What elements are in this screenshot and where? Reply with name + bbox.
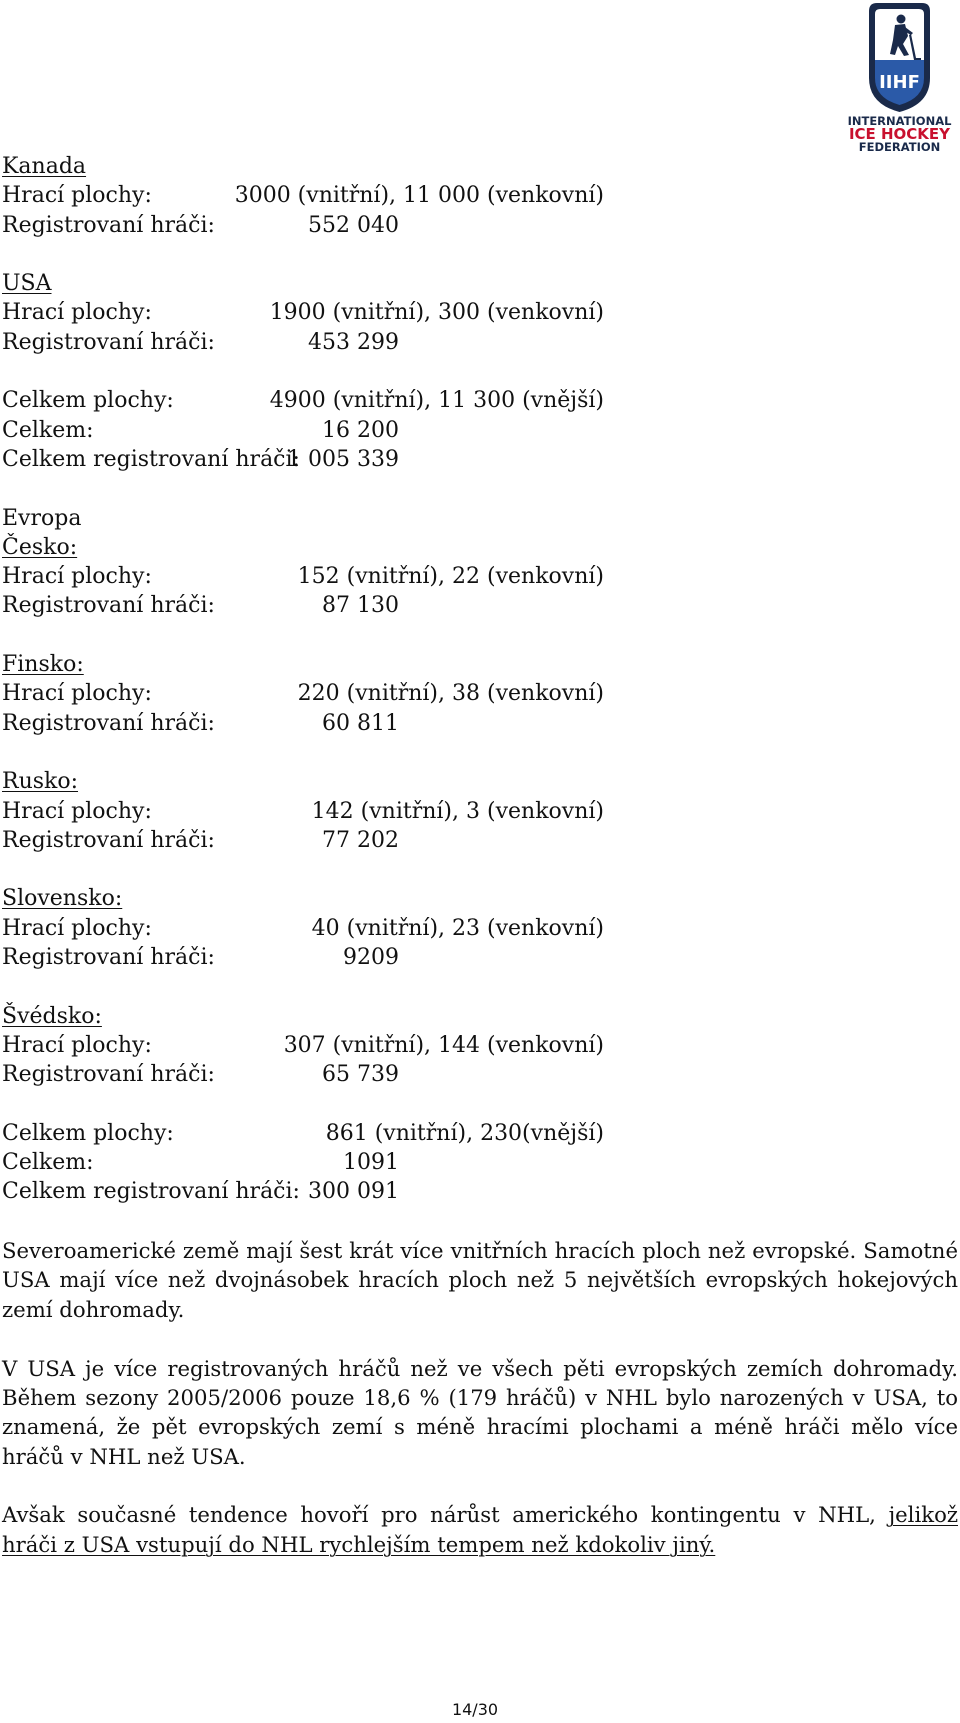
players-label: Registrovaní hráči: — [2, 593, 215, 619]
iihf-shield-icon — [843, 0, 956, 116]
country-name: Finsko: — [2, 652, 84, 678]
rinks-label: Hrací plochy: — [2, 564, 152, 590]
total-rinks-value: 4900 (vnitřní), 11 300 (vnější) — [269, 388, 604, 414]
country-heading-rusko — [2, 767, 960, 796]
logo-line-3: FEDERATION — [858, 140, 941, 154]
country-heading-kanada — [2, 152, 960, 181]
rinks-value: 40 (vnitřní), 23 (venkovní) — [311, 915, 604, 941]
region-heading-europe — [2, 504, 960, 533]
players-row — [2, 1060, 960, 1089]
region-name: Evropa — [2, 505, 82, 531]
total-players-label: Celkem registrovaní hráči: — [2, 1179, 300, 1205]
players-row — [2, 943, 960, 972]
total-players-label: Celkem registrovaní hráči: — [2, 446, 300, 472]
rinks-row — [2, 914, 960, 943]
players-label: Registrovaní hráči: — [2, 945, 215, 971]
players-label: Registrovaní hráči: — [2, 329, 215, 355]
rinks-label: Hrací plochy: — [2, 915, 152, 941]
players-row — [2, 211, 960, 240]
players-value: 65 739 — [322, 1062, 399, 1088]
paragraph-2: V USA je více registrovaných hráčů než ve všech pěti evropských zemích dohromady. Během sezony 2005/2006 pouze 18,6 % (179 hráčů) v NHL bylo narozených v USA, to znamená, že pět evropských zemí s méně hracími plochami a méně hráči mělo více hráčů v NHL než USA. — [2, 1355, 958, 1469]
country-name: Slovensko: — [2, 886, 123, 912]
total-rinks-label: Celkem plochy: — [2, 388, 174, 414]
rinks-label: Hrací plochy: — [2, 183, 152, 209]
country-heading-svedsko — [2, 1002, 960, 1031]
players-row — [2, 328, 960, 357]
total-sum-value: 1091 — [343, 1150, 399, 1176]
country-name: Švédsko: — [2, 1003, 102, 1029]
players-value: 9209 — [343, 945, 399, 971]
players-value: 77 202 — [322, 827, 399, 853]
rinks-row — [2, 797, 960, 826]
players-row — [2, 591, 960, 620]
rinks-label: Hrací plochy: — [2, 300, 152, 326]
rinks-row — [2, 181, 960, 210]
logo-line-1: INTERNATIONAL — [847, 114, 952, 128]
iihf-mark-text: IIHF — [879, 72, 920, 93]
total-players-value: 300 091 — [308, 1179, 399, 1205]
players-row — [2, 826, 960, 855]
players-label: Registrovaní hráči: — [2, 1062, 215, 1088]
total-players-value: 1 005 339 — [287, 446, 399, 472]
rinks-label: Hrací plochy: — [2, 798, 152, 824]
rinks-value: 152 (vnitřní), 22 (venkovní) — [297, 564, 604, 590]
rinks-row — [2, 298, 960, 327]
players-label: Registrovaní hráči: — [2, 212, 215, 238]
country-heading-slovensko — [2, 884, 960, 913]
na-total-rinks-row — [2, 386, 960, 415]
country-name: Česko: — [2, 534, 78, 560]
na-total-sum-row — [2, 416, 960, 445]
paragraph-3-text: Avšak současné tendence hovoří pro nárůst amerického kontingentu v NHL, — [2, 1502, 889, 1528]
rinks-value: 1900 (vnitřní), 300 (venkovní) — [269, 300, 604, 326]
eu-total-rinks-row — [2, 1119, 960, 1148]
total-sum-value: 16 200 — [322, 417, 399, 443]
eu-total-sum-row — [2, 1148, 960, 1177]
country-name: Kanada — [2, 154, 87, 179]
rinks-value: 220 (vnitřní), 38 (venkovní) — [297, 681, 604, 707]
rinks-label: Hrací plochy: — [2, 681, 152, 707]
players-value: 60 811 — [322, 710, 399, 736]
eu-total-players-row — [2, 1177, 960, 1206]
total-sum-label: Celkem: — [2, 417, 94, 443]
logo-line-2: ICE HOCKEY — [848, 125, 951, 143]
players-value: 453 299 — [308, 329, 399, 355]
players-label: Registrovaní hráči: — [2, 827, 215, 853]
rinks-row — [2, 679, 960, 708]
paragraph-3 — [2, 1500, 958, 1559]
players-value: 552 040 — [308, 212, 399, 238]
page-number: 14/30 — [451, 1700, 499, 1719]
total-sum-label: Celkem: — [2, 1150, 94, 1176]
total-rinks-label: Celkem plochy: — [2, 1120, 174, 1146]
rinks-label: Hrací plochy: — [2, 1032, 152, 1058]
rinks-value: 307 (vnitřní), 144 (venkovní) — [283, 1032, 604, 1058]
players-label: Registrovaní hráči: — [2, 710, 215, 736]
rinks-row — [2, 562, 960, 591]
document-body — [2, 152, 960, 1559]
paragraph-1: Severoamerické země mají šest krát více vnitřních hracích ploch než evropské. Samotné USA mají více než dvojnásobek hracích ploch než 5 největších evropských hokejových zemí dohromady. — [2, 1237, 958, 1322]
country-heading-finsko — [2, 650, 960, 679]
rinks-value: 142 (vnitřní), 3 (venkovní) — [311, 798, 604, 824]
country-name: USA — [2, 271, 52, 297]
country-name: Rusko: — [2, 769, 79, 795]
players-row — [2, 709, 960, 738]
country-heading-cesko — [2, 533, 960, 562]
total-rinks-value: 861 (vnitřní), 230(vnější) — [325, 1120, 604, 1146]
rinks-row — [2, 1031, 960, 1060]
paragraph-3-link[interactable]: jelikož hráči z USA vstupují do NHL rychlejším tempem než kdokoliv jiný. — [2, 1502, 958, 1557]
country-heading-usa — [2, 269, 960, 298]
players-value: 87 130 — [322, 593, 399, 619]
na-total-players-row — [2, 445, 960, 474]
rinks-value: 3000 (vnitřní), 11 000 (venkovní) — [234, 183, 604, 209]
